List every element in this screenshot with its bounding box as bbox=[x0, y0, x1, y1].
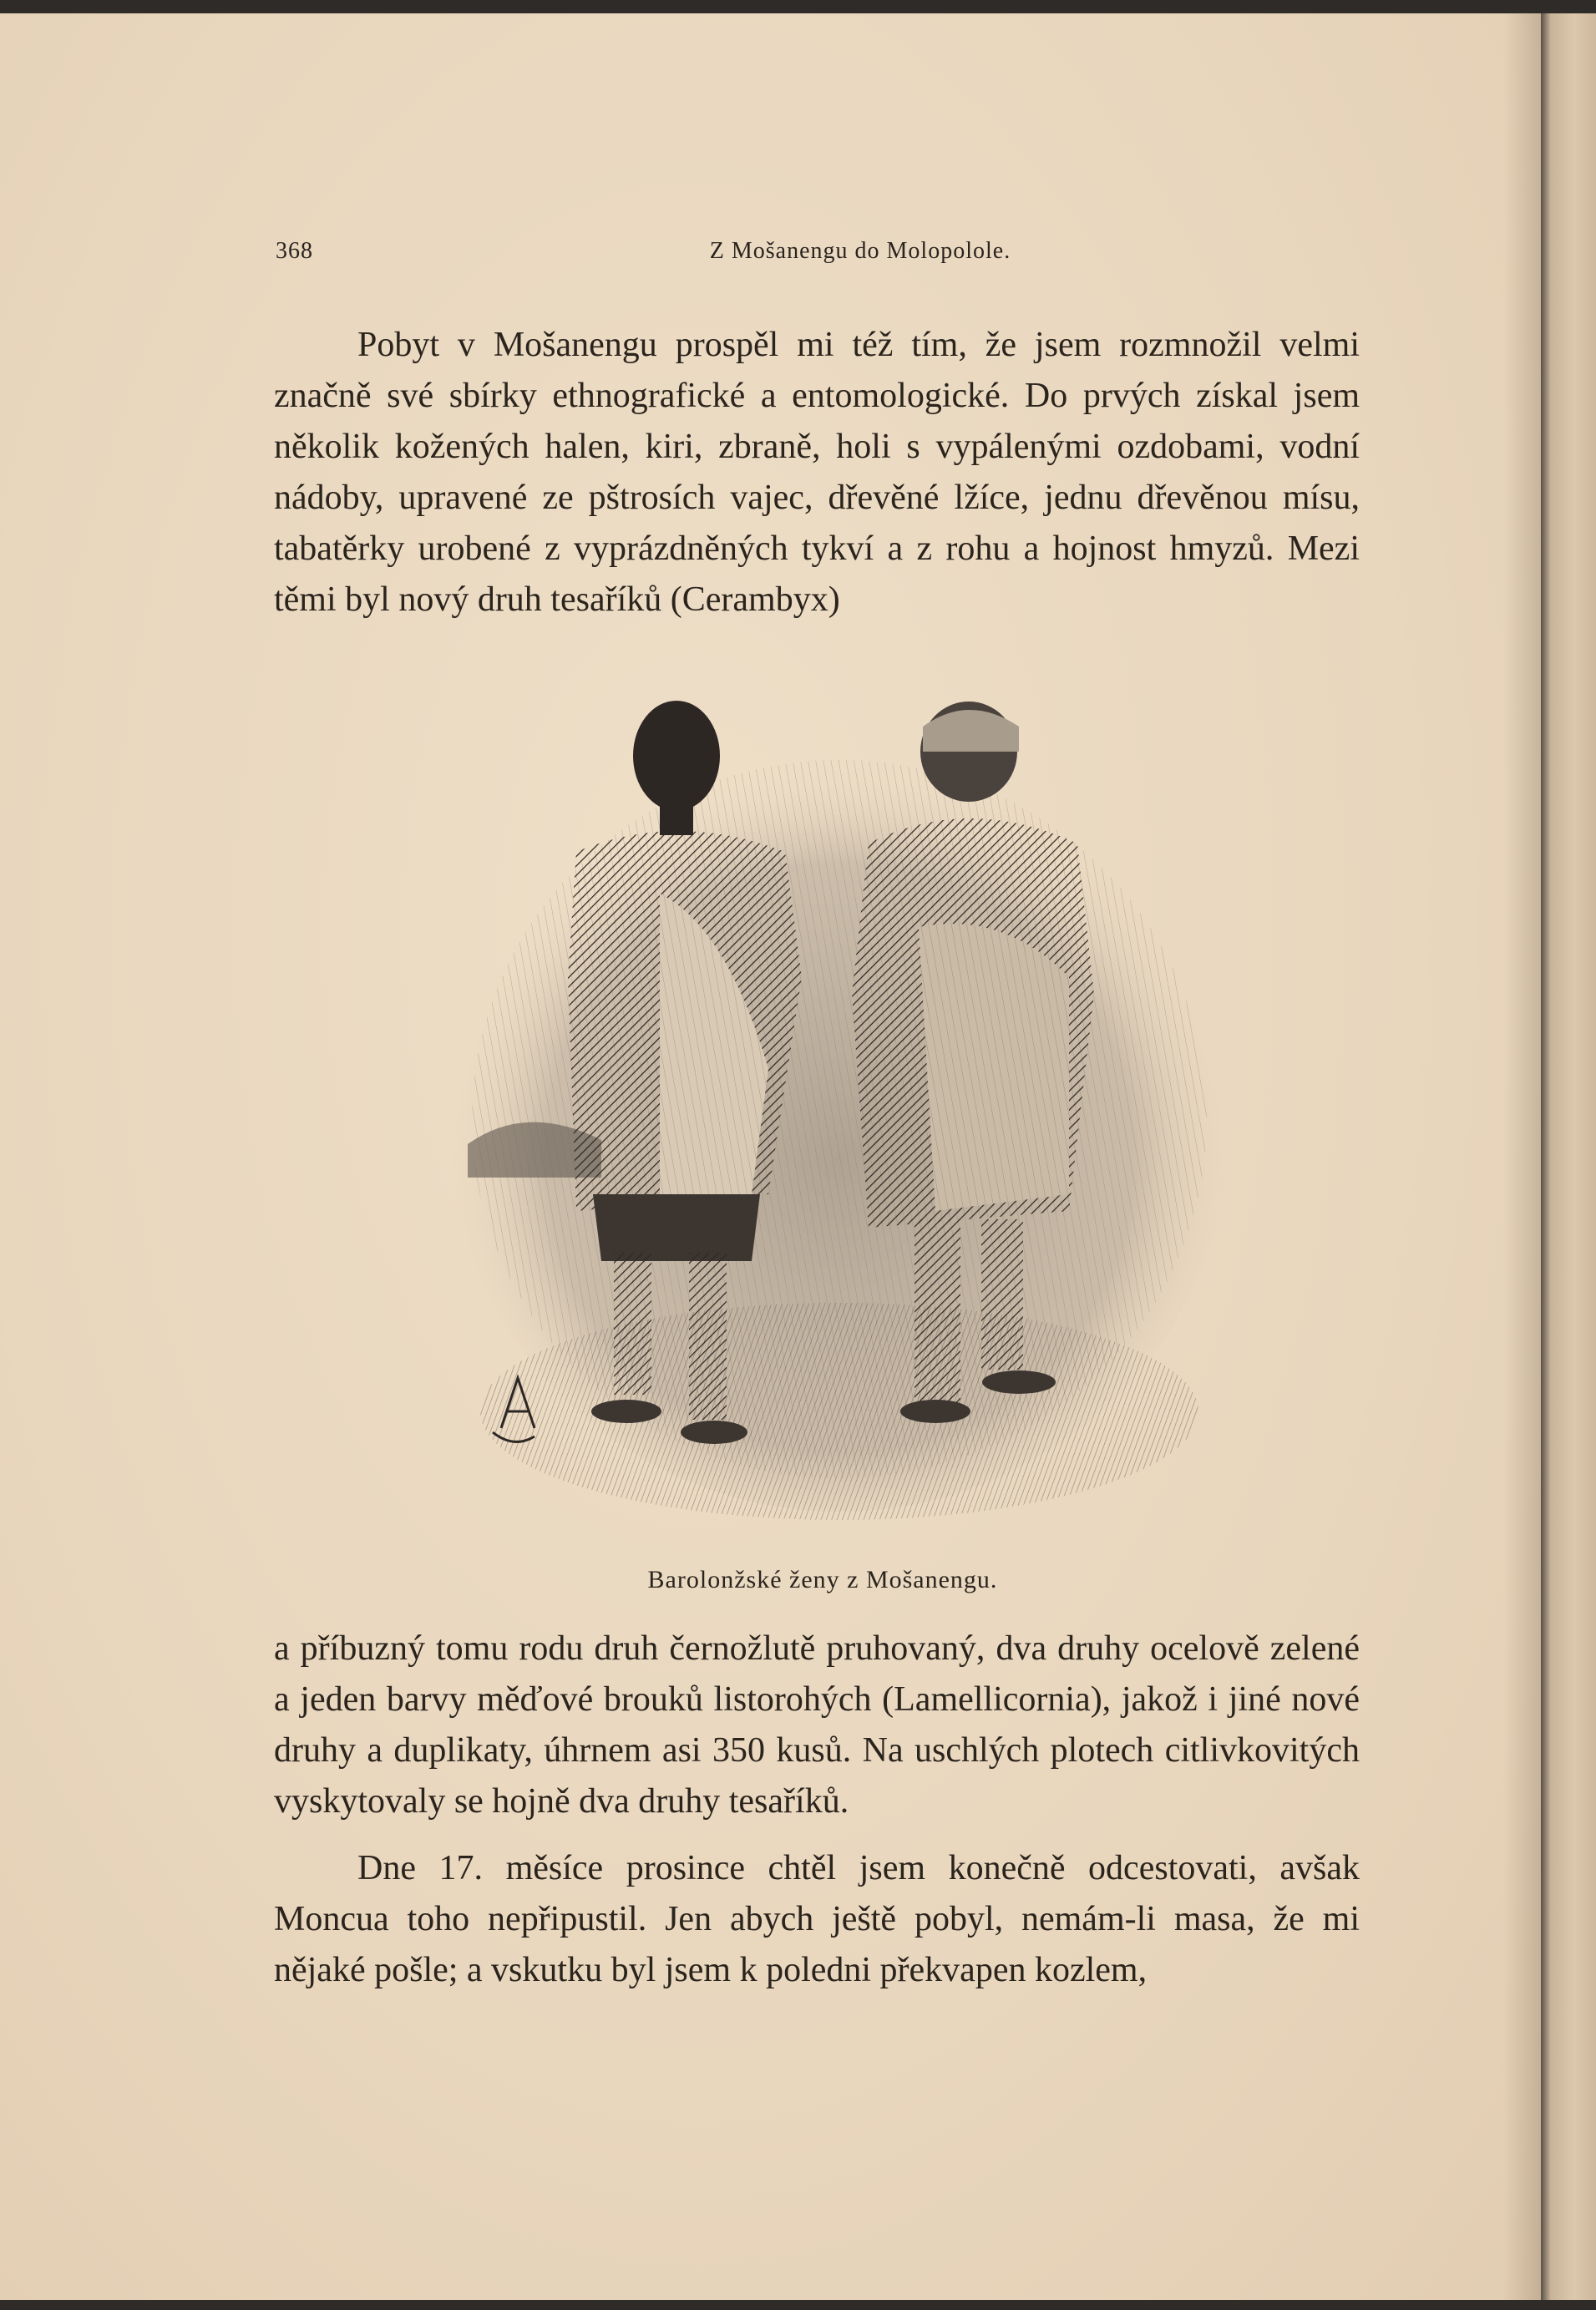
body-text-bottom-2 bbox=[274, 1843, 1360, 1996]
running-head bbox=[276, 238, 1361, 271]
engraving-illustration bbox=[434, 676, 1244, 1545]
body-text-top bbox=[274, 320, 1360, 626]
paragraph: Pobyt v Mošanengu prospěl mi též tím, že jsem rozmnožil velmi značně své sbírky ethnografické a entomologické. Do prvých získal jsem několik kožených halen, kiri, zbraně, holi s vypálenými ozdobami, vodní nádoby, upravené ze pštrosích vajec, dřevěné lžíce, jednu dřevěnou mísu, tabatěrky urobené z vyprázdněných tykví a z rohu a hojnost hmyzů. Mezi těmi byl nový druh tesaříků (Cerambyx) bbox=[274, 326, 1360, 619]
running-title: Z Mošanengu do Molopolole. bbox=[709, 238, 1011, 264]
page-number: 368 bbox=[276, 238, 313, 264]
paragraph: a příbuzný tomu rodu druh černožlutě pruhovaný, dva druhy ocelově zelené a jeden barvy měďové brouků listorohých (Lamellicornia), jakož i jiné nové druhy a duplikaty, úhrnem asi 350 kusů. Na uschlých plotech citlivkovitých vyskytovaly se hojně dva druhy tesaříků. bbox=[274, 1629, 1360, 1821]
body-text-bottom bbox=[274, 1624, 1360, 1827]
next-page-edge bbox=[1541, 13, 1596, 2300]
figure-caption: Barolonžské ženy z Mošanengu. bbox=[647, 1566, 998, 1593]
gutter-shadow bbox=[1503, 13, 1541, 2300]
paragraph: Dne 17. měsíce prosince chtěl jsem konečně odcestovati, avšak Moncua toho nepřipustil. Jen abych ještě pobyl, nemám-li masa, že mi nějaké pošle; a vskutku byl jsem k poledni překvapen kozlem, bbox=[274, 1849, 1360, 1989]
